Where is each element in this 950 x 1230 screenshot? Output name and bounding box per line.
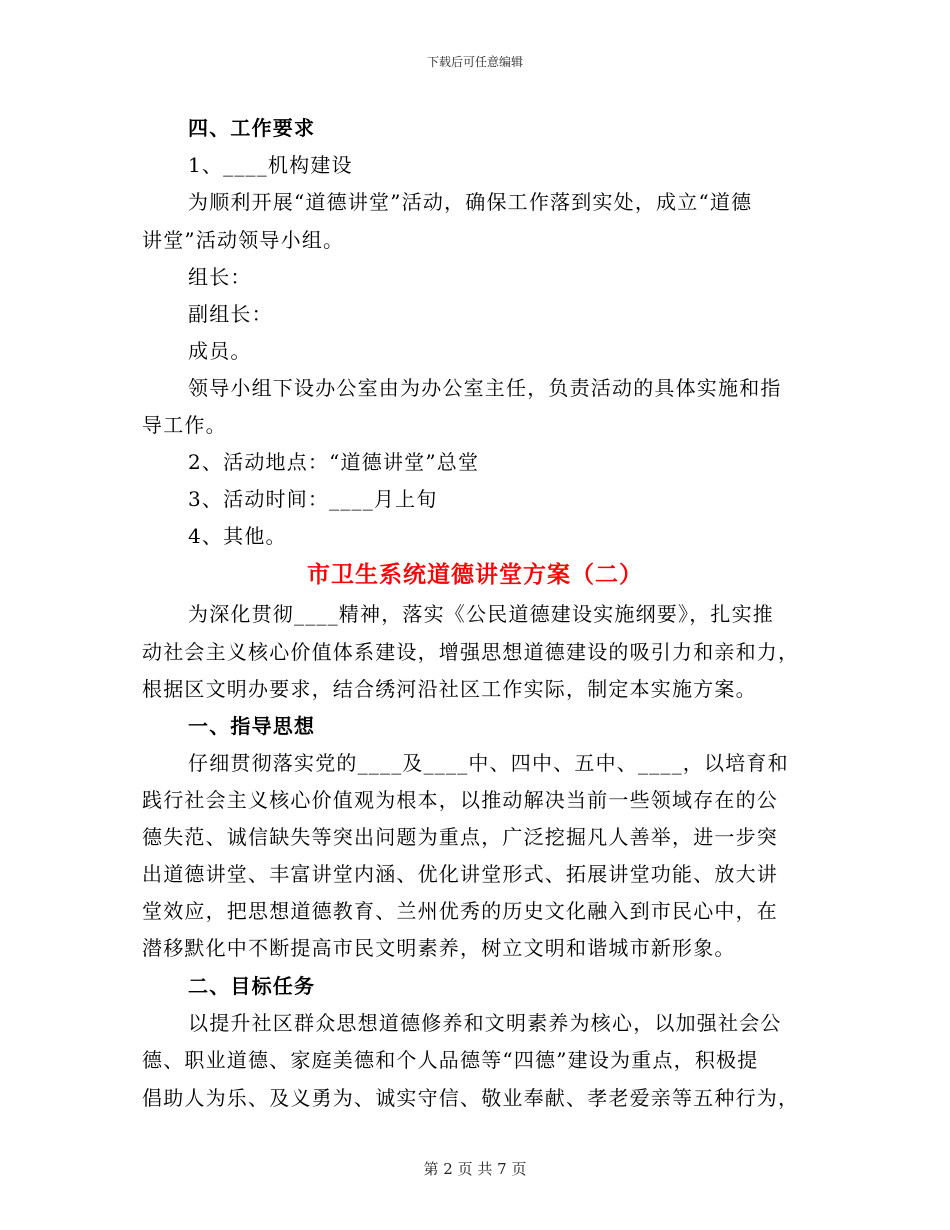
section4-item4: 4、其他。 (188, 524, 287, 548)
section1-line2: 践行社会主义核心价值观为根本，以推动解决当前一些领域存在的公 (142, 788, 778, 812)
vice-leader-line: 副组长： (188, 302, 273, 326)
intro-line1: 为深化贯彻____精神，落实《公民道德建设实施纲要》，扎实推 (188, 602, 774, 626)
section2-line2: 德、职业道德、家庭美德和个人品德等“四德”建设为重点，积极提 (142, 1048, 759, 1072)
header-note: 下载后可任意编辑 (426, 55, 523, 69)
document-title: 市卫生系统道德讲堂方案（二） (307, 561, 643, 588)
section4-para1-line2: 讲堂”活动领导小组。 (142, 228, 345, 252)
section4-item3: 3、活动时间：____月上旬 (188, 487, 438, 511)
section1-heading: 一、指导思想 (188, 714, 316, 738)
section1-line5: 堂效应，把思想道德教育、兰州优秀的历史文化融入到市民心中，在 (142, 899, 778, 923)
section4-para2-line2: 导工作。 (142, 413, 227, 437)
section1-line6: 潜移默化中不断提高市民文明素养，树立文明和谐城市新形象。 (142, 936, 736, 960)
leader-line: 组长： (188, 265, 252, 289)
section4-para2-line1: 领导小组下设办公室由为办公室主任，负责活动的具体实施和指 (188, 376, 782, 400)
intro-line3: 根据区文明办要求，结合绣河沿社区工作实际，制定本实施方案。 (142, 677, 757, 701)
section1-line3: 德失范、诚信缺失等突出问题为重点，广泛挖掘凡人善举，进一步突 (142, 825, 778, 849)
section4-item2: 2、活动地点：“道德讲堂”总堂 (188, 450, 480, 474)
section4-heading: 四、工作要求 (188, 116, 316, 140)
section1-line4: 出道德讲堂、丰富讲堂内涵、优化讲堂形式、拓展讲堂功能、放大讲 (142, 862, 778, 886)
intro-line2: 动社会主义核心价值体系建设，增强思想道德建设的吸引力和亲和力， (142, 640, 800, 664)
members-line: 成员。 (188, 339, 252, 363)
section4-item1: 1、____机构建设 (188, 153, 353, 177)
section1-line1: 仔细贯彻落实党的____及____中、四中、五中、____，以培育和 (188, 751, 789, 775)
section4-para1-line1: 为顺利开展“道德讲堂”活动，确保工作落到实处，成立“道德 (188, 190, 753, 214)
section2-line1: 以提升社区群众思想道德修养和文明素养为核心，以加强社会公 (188, 1011, 782, 1035)
page-number-footer: 第 2 页 共 7 页 (423, 1160, 527, 1178)
section2-line3: 倡助人为乐、及义勇为、诚实守信、敬业奉献、孝老爱亲等五种行为， (142, 1086, 800, 1110)
section2-heading: 二、目标任务 (188, 974, 316, 998)
